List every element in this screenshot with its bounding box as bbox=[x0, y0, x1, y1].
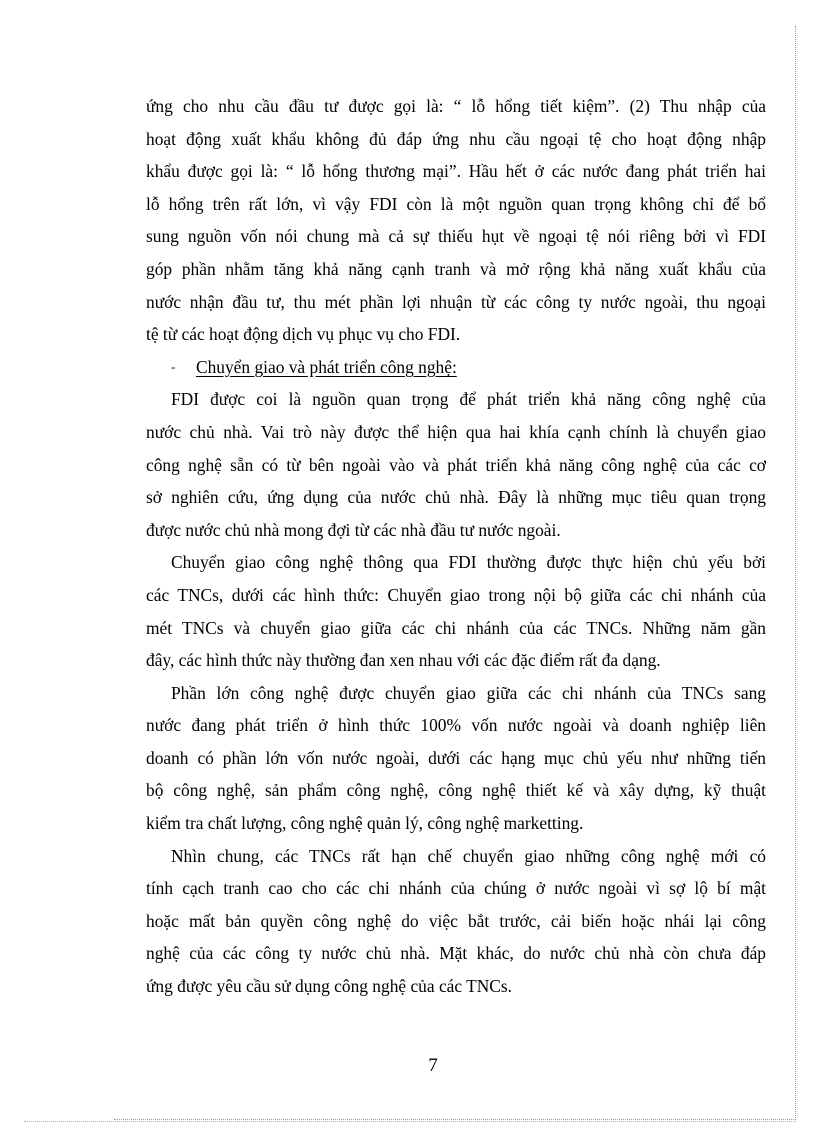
text-line: hoạt động xuất khẩu không đủ đáp ứng nhu cầu ngoại tệ cho hoạt động nhập bbox=[146, 128, 766, 149]
document-body bbox=[146, 90, 766, 1003]
text-line: sung nguồn vốn nói chung mà cả sự thiếu hụt về ngoại tệ nói riêng bởi vì FDI bbox=[146, 226, 766, 247]
text-line: lỗ hổng trên rất lớn, vì vậy FDI còn là một nguồn quan trọng không chỉ để bổ bbox=[146, 193, 766, 214]
section-heading bbox=[146, 351, 766, 384]
page-number: 7 bbox=[428, 1055, 438, 1076]
text-line: Phần lớn công nghệ được chuyển giao giữa các chi nhánh của TNCs sang bbox=[171, 682, 766, 703]
text-line: được nước chủ nhà mong đợi từ các nhà đầu tư nước ngoài. bbox=[146, 519, 561, 540]
text-line: sở nghiên cứu, ứng dụng của nước chủ nhà. Đây là những mục tiêu quan trọng bbox=[146, 487, 766, 508]
text-line: ứng được yêu cầu sử dụng công nghệ của các TNCs. bbox=[146, 976, 513, 997]
text-line: Nhìn chung, các TNCs rất hạn chế chuyển giao những công nghệ mới có bbox=[171, 845, 766, 866]
text-line: mét TNCs và chuyển giao giữa các chi nhánh của các TNCs. Những năm gần bbox=[146, 617, 766, 638]
paragraph bbox=[146, 383, 766, 546]
paragraph bbox=[146, 546, 766, 676]
text-line: kiểm tra chất lượng, công nghệ quản lý, công nghệ marketting. bbox=[146, 813, 584, 834]
section-heading-text: Chuyển giao và phát triển công nghệ: bbox=[196, 356, 457, 377]
text-line: Chuyển giao công nghệ thông qua FDI thường được thực hiện chủ yếu bởi bbox=[171, 552, 766, 573]
text-line: tệ từ các hoạt động dịch vụ phục vụ cho FDI. bbox=[146, 324, 461, 345]
text-line: bộ công nghệ, sản phẩm công nghệ, công nghệ thiết kế và xây dựng, kỹ thuật bbox=[146, 780, 766, 801]
paragraph bbox=[146, 90, 766, 351]
text-line: doanh có phần lớn vốn nước ngoài, dưới các hạng mục chủ yếu như những tiến bbox=[146, 747, 766, 768]
text-line: nước nhận đầu tư, thu mét phần lợi nhuận từ các công ty nước ngoài, thu ngoại bbox=[146, 291, 766, 312]
text-line: nước chủ nhà. Vai trò này được thể hiện qua hai khía cạnh chính là chuyển giao bbox=[146, 421, 766, 442]
bullet-marker: - bbox=[171, 358, 176, 374]
paragraph bbox=[146, 840, 766, 1003]
text-line: góp phần nhằm tăng khả năng cạnh tranh và mở rộng khả năng xuất khẩu của bbox=[146, 258, 766, 279]
text-line: các TNCs, dưới các hình thức: Chuyển giao trong nội bộ giữa các chi nhánh của bbox=[146, 584, 766, 605]
text-line: ứng cho nhu cầu đầu tư được gọi là: “ lỗ hổng tiết kiệm”. (2) Thu nhập của bbox=[146, 96, 766, 116]
text-line: hoặc mất bản quyền công nghệ do việc bắt trước, cải biến hoặc nhái lại công bbox=[146, 910, 766, 931]
text-line: đây, các hình thức này thường đan xen nhau với các đặc điểm rất đa dạng. bbox=[146, 650, 661, 671]
text-line: công nghệ sẵn có từ bên ngoài vào và phát triển khả năng công nghệ của các cơ bbox=[146, 454, 766, 475]
text-line: FDI được coi là nguồn quan trọng để phát triển khả năng công nghệ của bbox=[171, 389, 766, 410]
text-line: khẩu được gọi là: “ lỗ hổng thương mại”. Hầu hết ở các nước đang phát triển hai bbox=[146, 161, 766, 182]
text-line: tính cạch tranh cao cho các chi nhánh của chúng ở nước ngoài vì sợ lộ bí mật bbox=[146, 878, 766, 899]
text-line: nghệ của các công ty nước chủ nhà. Mặt khác, do nước chủ nhà còn chưa đáp bbox=[146, 943, 766, 964]
bottom-dotted-rule bbox=[24, 1121, 796, 1122]
text-line: nước đang phát triển ở hình thức 100% vốn nước ngoài và doanh nghiệp liên bbox=[146, 715, 766, 736]
paragraph bbox=[146, 677, 766, 840]
